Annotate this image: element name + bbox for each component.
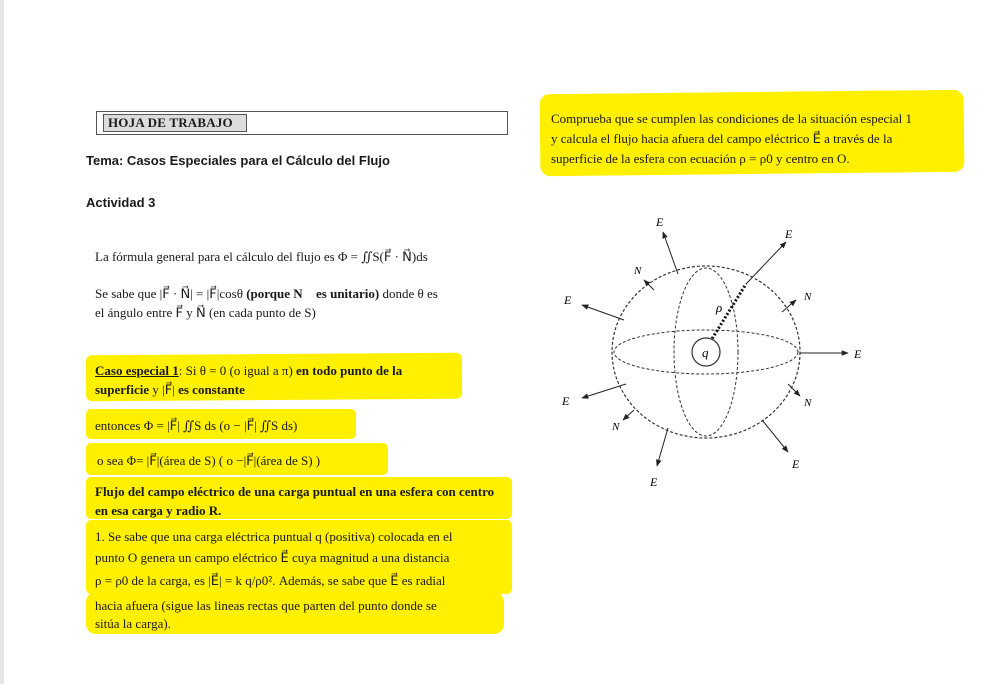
label-n-topleft: N⃗	[634, 265, 650, 277]
item-1-line-5: sitúa la carga).	[95, 616, 171, 631]
flux-heading: Flujo del campo eléctrico de una carga puntual en una esfera con centro en esa carga y radio R.	[95, 484, 495, 518]
sphere-diagram	[550, 200, 880, 500]
item-1-line-3: ρ = ρ0 de la carga, es |E⃗| = k q/ρ0². Además, se sabe que E⃗ es radial	[95, 573, 446, 588]
special-case-cond-d: y |F⃗|	[149, 382, 179, 397]
topic-heading: Tema: Casos Especiales para el Cálculo del Flujo	[86, 153, 390, 168]
known-line-2: el ángulo entre F⃗ y N⃗ (en cada punto de S)	[95, 305, 316, 320]
exercise-line-1: Comprueba que se cumplen las condiciones de la situación especial 1	[551, 111, 912, 126]
special-case-cond-c: superficie	[95, 382, 150, 397]
label-n-left-low: N⃗	[612, 421, 628, 433]
item-1-line-4: hacia afuera (sigue las lineas rectas que parten del punto donde se	[95, 598, 437, 613]
general-formula: La fórmula general para el cálculo del flujo es Φ = ∬S(F⃗ · N⃗)ds	[95, 249, 428, 264]
special-case-cond-b: en todo punto de la	[296, 363, 403, 378]
special-case-line-2	[95, 380, 245, 399]
activity-heading: Actividad 3	[86, 195, 156, 210]
arrow-e-left	[582, 305, 624, 320]
arrow-e-left-low	[582, 384, 626, 398]
label-e-bottomright: E⃗	[792, 457, 809, 471]
arrow-e-bottomright	[762, 420, 788, 452]
label-e-left-low: E⃗	[562, 394, 579, 408]
arrow-n-right-top	[782, 300, 796, 312]
special-case-or: o sea Φ= |F⃗|(área de S) ( o −|F⃗|(área de S) )	[97, 453, 321, 468]
label-e-topright: E⃗	[785, 227, 802, 241]
arrow-e-bottom	[657, 428, 668, 466]
label-n-right-low: N⃗	[804, 397, 820, 409]
label-rho: ρ	[716, 300, 723, 315]
item-1-line-2: punto O genera un campo eléctrico E⃗ cuya magnitud a una distancia	[95, 550, 450, 565]
page-left-edge	[0, 0, 4, 684]
known-line-1	[95, 284, 438, 303]
label-e-left: E⃗	[564, 293, 581, 307]
known-text-b: (porque N⃗ es unitario)	[246, 286, 380, 301]
arrow-n-right-low	[788, 384, 800, 396]
known-text-c: donde θ es	[379, 286, 438, 301]
label-e-bottom: E⃗	[650, 475, 667, 489]
exercise-line-2: y calcula el flujo hacia afuera del campo eléctrico E⃗ a través de la	[551, 131, 893, 146]
known-text-a: Se sabe que |F⃗ · N⃗| = |F⃗|cosθ	[95, 286, 247, 301]
label-q: q	[702, 345, 709, 360]
special-case-then: entonces Φ = |F⃗| ∬S ds (o − |F⃗| ∬S ds)	[95, 418, 298, 433]
label-e-right: E⃗	[854, 347, 871, 361]
item-1-line-1: 1. Se sabe que una carga eléctrica puntual q (positiva) colocada en el	[95, 529, 453, 544]
arrow-e-topright	[746, 242, 786, 284]
arrow-e-top	[663, 232, 678, 274]
special-case-cond-a: : Si θ = 0 (o igual a π)	[178, 363, 297, 378]
label-n-right-top: N⃗	[804, 291, 820, 303]
special-case-cond-e: es constante	[178, 382, 245, 397]
label-e-top: E⃗	[656, 215, 673, 229]
worksheet-title: HOJA DE TRABAJO	[103, 114, 247, 132]
special-case-label: Caso especial 1	[95, 363, 179, 378]
arrow-n-left-low	[623, 410, 634, 420]
special-case-line-1	[95, 361, 475, 380]
exercise-line-3: superficie de la esfera con ecuación ρ = ρ0 y centro en O.	[551, 151, 850, 166]
